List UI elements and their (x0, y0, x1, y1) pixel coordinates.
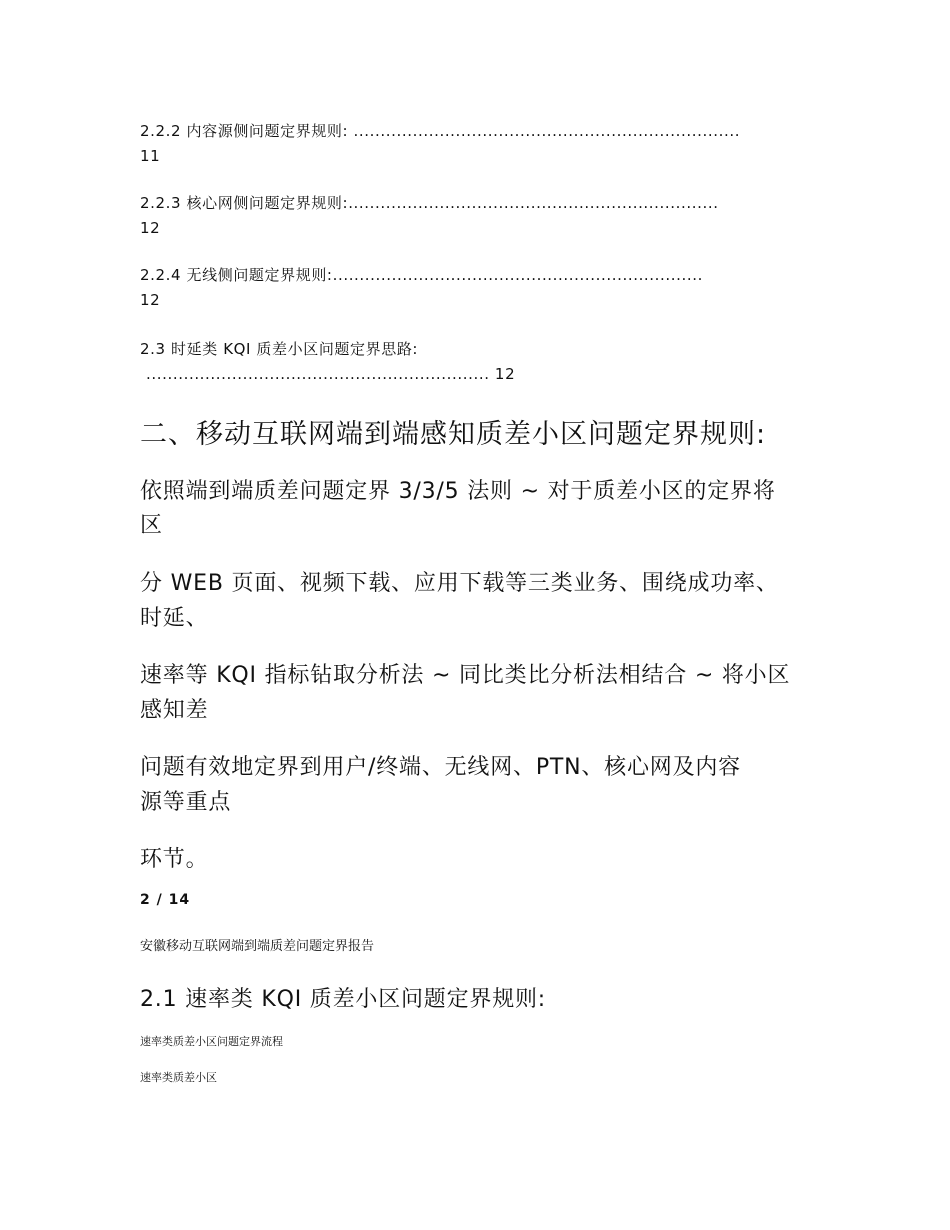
body-line: 环节。 (140, 847, 209, 872)
toc-entry-2-2-3: 2.2.3 核心网侧问题定界规则:..................................................................... (140, 194, 719, 212)
body-line: 源等重点 (140, 790, 232, 815)
running-header: 安徽移动互联网端到端质差问题定界报告 (140, 939, 375, 954)
body-line: 时延、 (140, 606, 209, 631)
toc-page-2-3: ................................................................ 12 (146, 365, 516, 383)
toc-entry-2-3: 2.3 时延类 KQI 质差小区问题定界思路: (140, 340, 419, 358)
body-line: 依照端到端质差问题定界 3/3/5 法则 ~ 对于质差小区的定界将 (140, 479, 776, 504)
page-number: 2 / 14 (140, 892, 191, 908)
toc-page-2-2-3: 12 (140, 219, 161, 237)
body-line: 速率等 KQI 指标钻取分析法 ~ 同比类比分析法相结合 ~ 将小区 (140, 663, 791, 688)
body-line: 问题有效地定界到用户/终端、无线网、PTN、核心网及内容 (140, 755, 741, 780)
caption-line: 速率类质差小区 (140, 1071, 217, 1084)
toc-page-2-2-4: 12 (140, 291, 161, 309)
body-line: 感知差 (140, 698, 209, 723)
toc-page-2-2-2: 11 (140, 147, 161, 165)
subsection-title: 2.1 速率类 KQI 质差小区问题定界规则: (140, 987, 547, 1012)
toc-entry-2-2-4: 2.2.4 无线侧问题定界规则:..................................................................... (140, 266, 703, 284)
body-line: 区 (140, 513, 163, 538)
section-title: 二、移动互联网端到端感知质差小区问题定界规则: (140, 419, 767, 450)
body-line: 分 WEB 页面、视频下载、应用下载等三类业务、围绕成功率、 (140, 571, 779, 596)
caption-line: 速率类质差小区问题定界流程 (140, 1035, 283, 1048)
toc-entry-2-2-2: 2.2.2 内容源侧问题定界规则: ........................................................................ (140, 122, 741, 140)
